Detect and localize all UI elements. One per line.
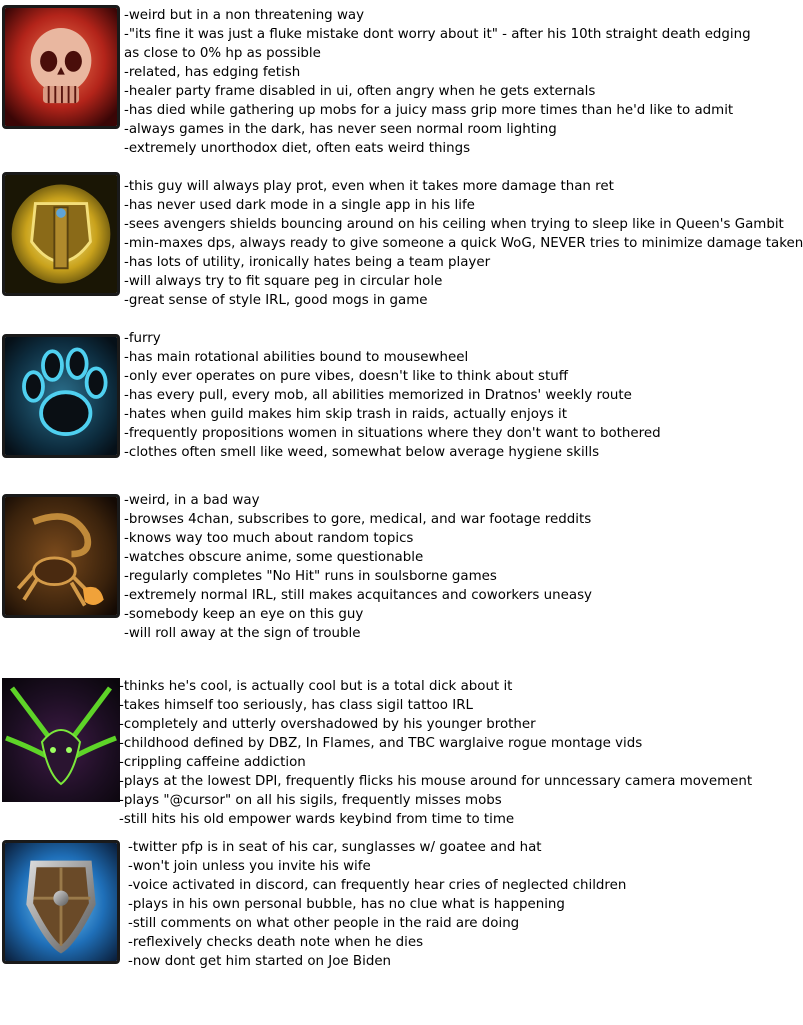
entry-line: -only ever operates on pure vibes, doesn't like to think about stuff	[124, 369, 568, 384]
entry-line: -takes himself too seriously, has class sigil tattoo IRL	[119, 698, 473, 713]
entry-line: -weird, in a bad way	[124, 493, 260, 508]
entry-line: -watches obscure anime, some questionable	[124, 550, 424, 565]
entry-line: -has died while gathering up mobs for a juicy mass grip more times than he'd like to admit	[124, 103, 734, 118]
entry-line: -plays "@cursor" on all his sigils, frequently misses mobs	[119, 793, 502, 808]
scorpion-icon	[2, 494, 120, 618]
skull-icon	[2, 5, 120, 129]
entry-line: -clothes often smell like weed, somewhat below average hygiene skills	[124, 445, 600, 460]
entry-line: -weird but in a non threatening way	[124, 8, 365, 23]
paw-icon	[2, 334, 120, 458]
entry-line: -won't join unless you invite his wife	[128, 859, 371, 874]
entry-lines	[119, 677, 752, 829]
entry-line: -voice activated in discord, can frequently hear cries of neglected children	[128, 878, 627, 893]
entry-line: -has main rotational abilities bound to mousewheel	[124, 350, 469, 365]
entry-lines	[124, 491, 592, 643]
entry-lines	[124, 177, 803, 310]
warrior-shield-icon	[2, 840, 120, 964]
entry-line: -crippling caffeine addiction	[119, 755, 306, 770]
entry-line: -great sense of style IRL, good mogs in game	[124, 293, 428, 308]
entry-line: -somebody keep an eye on this guy	[124, 607, 364, 622]
entry-line: -"its fine it was just a fluke mistake dont worry about it" - after his 10th straight death edging	[124, 27, 751, 42]
entry-line: -related, has edging fetish	[124, 65, 301, 80]
entry-line: -twitter pfp is in seat of his car, sunglasses w/ goatee and hat	[128, 840, 542, 855]
entry-line: -min-maxes dps, always ready to give someone a quick WoG, NEVER tries to minimize damage taken	[124, 236, 803, 251]
entry-line: -thinks he's cool, is actually cool but is a total dick about it	[119, 679, 513, 694]
entry-line: -sees avengers shields bouncing around on his ceiling when trying to sleep like in Queen's Gambit	[124, 217, 784, 232]
entry-line: -regularly completes "No Hit" runs in soulsborne games	[124, 569, 497, 584]
entry-line: -knows way too much about random topics	[124, 531, 414, 546]
entry-line: as close to 0% hp as possible	[124, 46, 321, 61]
entry-lines	[124, 329, 661, 462]
entry-line: -still hits his old empower wards keybind from time to time	[119, 812, 515, 827]
entry-line: -will always try to fit square peg in circular hole	[124, 274, 443, 289]
demon-hunter-icon	[2, 678, 120, 802]
entry-line: -frequently propositions women in situations where they don't want to bothered	[124, 426, 661, 441]
entry-line: -childhood defined by DBZ, In Flames, and TBC warglaive rogue montage vids	[119, 736, 643, 751]
entry-line: -has never used dark mode in a single app in his life	[124, 198, 475, 213]
entry-line: -healer party frame disabled in ui, often angry when he gets externals	[124, 84, 596, 99]
entry-line: -will roll away at the sign of trouble	[124, 626, 361, 641]
entry-lines	[128, 838, 626, 971]
entry-line: -has every pull, every mob, all abilities memorized in Dratnos' weekly route	[124, 388, 632, 403]
entry-lines	[124, 6, 751, 158]
entry-line: -extremely unorthodox diet, often eats weird things	[124, 141, 471, 156]
golden-shield-icon	[2, 172, 120, 296]
entry-line: -reflexively checks death note when he dies	[128, 935, 424, 950]
entry-line: -this guy will always play prot, even when it takes more damage than ret	[124, 179, 614, 194]
entry-line: -furry	[124, 331, 161, 346]
entry-line: -has lots of utility, ironically hates being a team player	[124, 255, 491, 270]
entry-line: -always games in the dark, has never seen normal room lighting	[124, 122, 557, 137]
entry-line: -plays in his own personal bubble, has no clue what is happening	[128, 897, 565, 912]
entry-line: -still comments on what other people in the raid are doing	[128, 916, 520, 931]
entry-line: -completely and utterly overshadowed by his younger brother	[119, 717, 536, 732]
entry-line: -now dont get him started on Joe Biden	[128, 954, 392, 969]
entry-line: -extremely normal IRL, still makes acquitances and coworkers uneasy	[124, 588, 592, 603]
entry-line: -plays at the lowest DPI, frequently flicks his mouse around for unncessary camera movement	[119, 774, 753, 789]
entry-line: -hates when guild makes him skip trash in raids, actually enjoys it	[124, 407, 568, 422]
entry-line: -browses 4chan, subscribes to gore, medical, and war footage reddits	[124, 512, 592, 527]
